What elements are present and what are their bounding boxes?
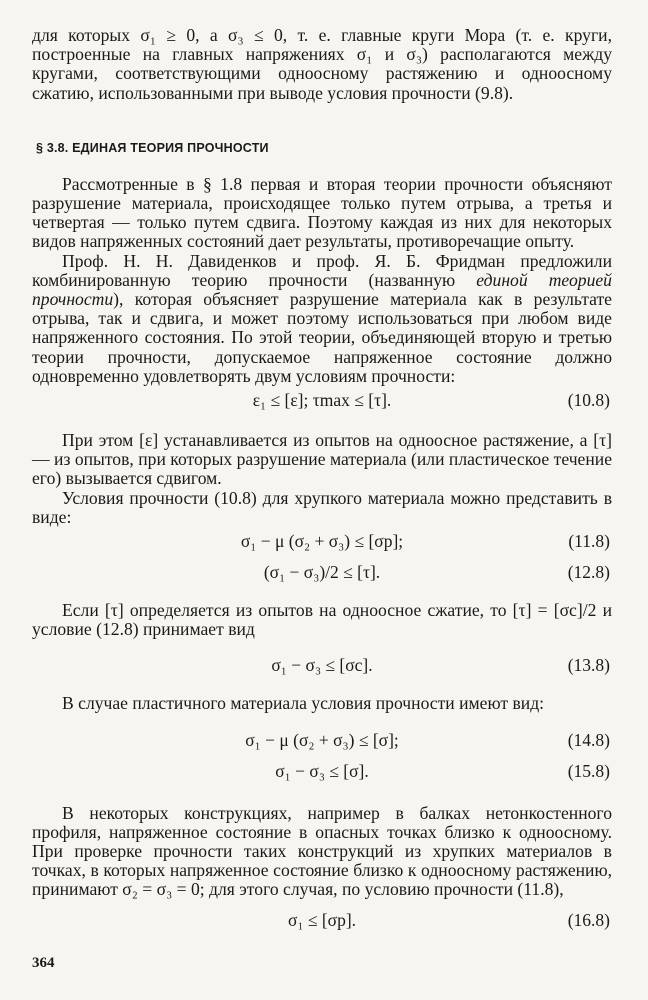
- equation-15-8: [32, 761, 612, 782]
- section-heading: § 3.8. ЕДИНАЯ ТЕОРИЯ ПРОЧНОСТИ: [36, 140, 269, 155]
- paragraph-unified-theory-part1: Проф. Н. Н. Давиденков и проф. Я. Б. Фридман предложили комбинированную теорию прочности (названную: [32, 250, 612, 290]
- equation-15-8-number: (15.8): [567, 760, 610, 781]
- equation-12-8-number: (12.8): [567, 562, 610, 583]
- equation-10-8-number: (10.8): [567, 390, 610, 411]
- equation-12-8-expression: (σ₁ − σ₃)/2 ≤ [τ].: [263, 562, 381, 583]
- paragraph-unified-theory: [32, 252, 612, 386]
- paragraph-brittle-conditions: Условия прочности (10.8) для хрупкого материала можно представить в виде:: [32, 487, 612, 527]
- equation-14-8: [32, 730, 612, 751]
- equation-16-8-expression: σ₁ ≤ [σp].: [287, 909, 357, 930]
- paragraph-unified-theory-part2: ), которая объясняет разрушение материала как в результате отрыва, так и сдвига, и может поэтому использоваться при любом виде напряженного состояния. По этой теории, объединяющей вторую и третью теории прочности, допускаемое напряженное состояние должно одновременно удовлетворять двум условиям прочности:: [32, 289, 612, 386]
- equation-10-8-expression: ε₁ ≤ [ε]; τmax ≤ [τ].: [252, 390, 392, 411]
- equation-16-8: [32, 910, 612, 931]
- equation-14-8-expression: σ₁ − μ (σ₂ + σ₃) ≤ [σ];: [245, 729, 399, 750]
- equation-11-8-number: (11.8): [568, 531, 610, 552]
- page-number: 364: [32, 955, 55, 971]
- paragraph-first-second-theories: Рассмотренные в § 1.8 первая и вторая теории прочности объясняют разрушение материала, происходящее только путем отрыва, а третья и четвертая — только путем сдвига. Поэтому каждая из них для некоторых видов напряженных состояний дает результаты, противоречащие опыту.: [32, 173, 612, 252]
- unified-theory-term: единой теорией прочности: [32, 269, 612, 310]
- equation-11-8-expression: σ₁ − μ (σ₂ + σ₃) ≤ [σp];: [240, 531, 404, 552]
- equation-13-8: [32, 655, 612, 676]
- equation-16-8-number: (16.8): [567, 909, 610, 930]
- paragraph-compression-test: Если [τ] определяется из опытов на одноосное сжатие, то [τ] = [σc]/2 и условие (12.8) принимает вид: [32, 600, 612, 640]
- equation-12-8: [32, 562, 612, 583]
- paragraph-ductile-material: В случае пластичного материала условия прочности имеют вид:: [62, 693, 545, 714]
- equation-15-8-expression: σ₁ − σ₃ ≤ [σ].: [275, 760, 369, 781]
- paragraph-beam-profiles: В некоторых конструкциях, например в балках нетонкостенного профиля, напряженное состояние в опасных точках близко к одноосному. При проверке прочности таких конструкций из хрупких материалов в точках, в которых напряженное состояние близко к одноосному растяжению, принимают σ₂ = σ₃ = 0; для этого случая, по условию прочности (11.8),: [32, 802, 612, 900]
- equation-11-8: [32, 531, 612, 552]
- equation-13-8-number: (13.8): [567, 655, 610, 676]
- intro-paragraph: для которых σ₁ ≥ 0, а σ₃ ≤ 0, т. е. главные круги Мора (т. е. круги, построенные на главных напряжениях σ₁ и σ₃) располагаются между кругами, соответствующими одноосному растяжению и одноосному сжатию, использованными при выводе условия прочности (9.8).: [32, 25, 612, 103]
- equation-13-8-expression: σ₁ − σ₃ ≤ [σc].: [271, 655, 373, 676]
- paragraph-epsilon-tau: При этом [ε] устанавливается из опытов на одноосное растяжение, а [τ] — из опытов, при которых разрушение материала (или пластическое течение его) вызывается сдвигом.: [32, 430, 612, 489]
- page-body: [32, 26, 612, 931]
- equation-14-8-number: (14.8): [567, 729, 610, 750]
- equation-10-8: [32, 390, 612, 411]
